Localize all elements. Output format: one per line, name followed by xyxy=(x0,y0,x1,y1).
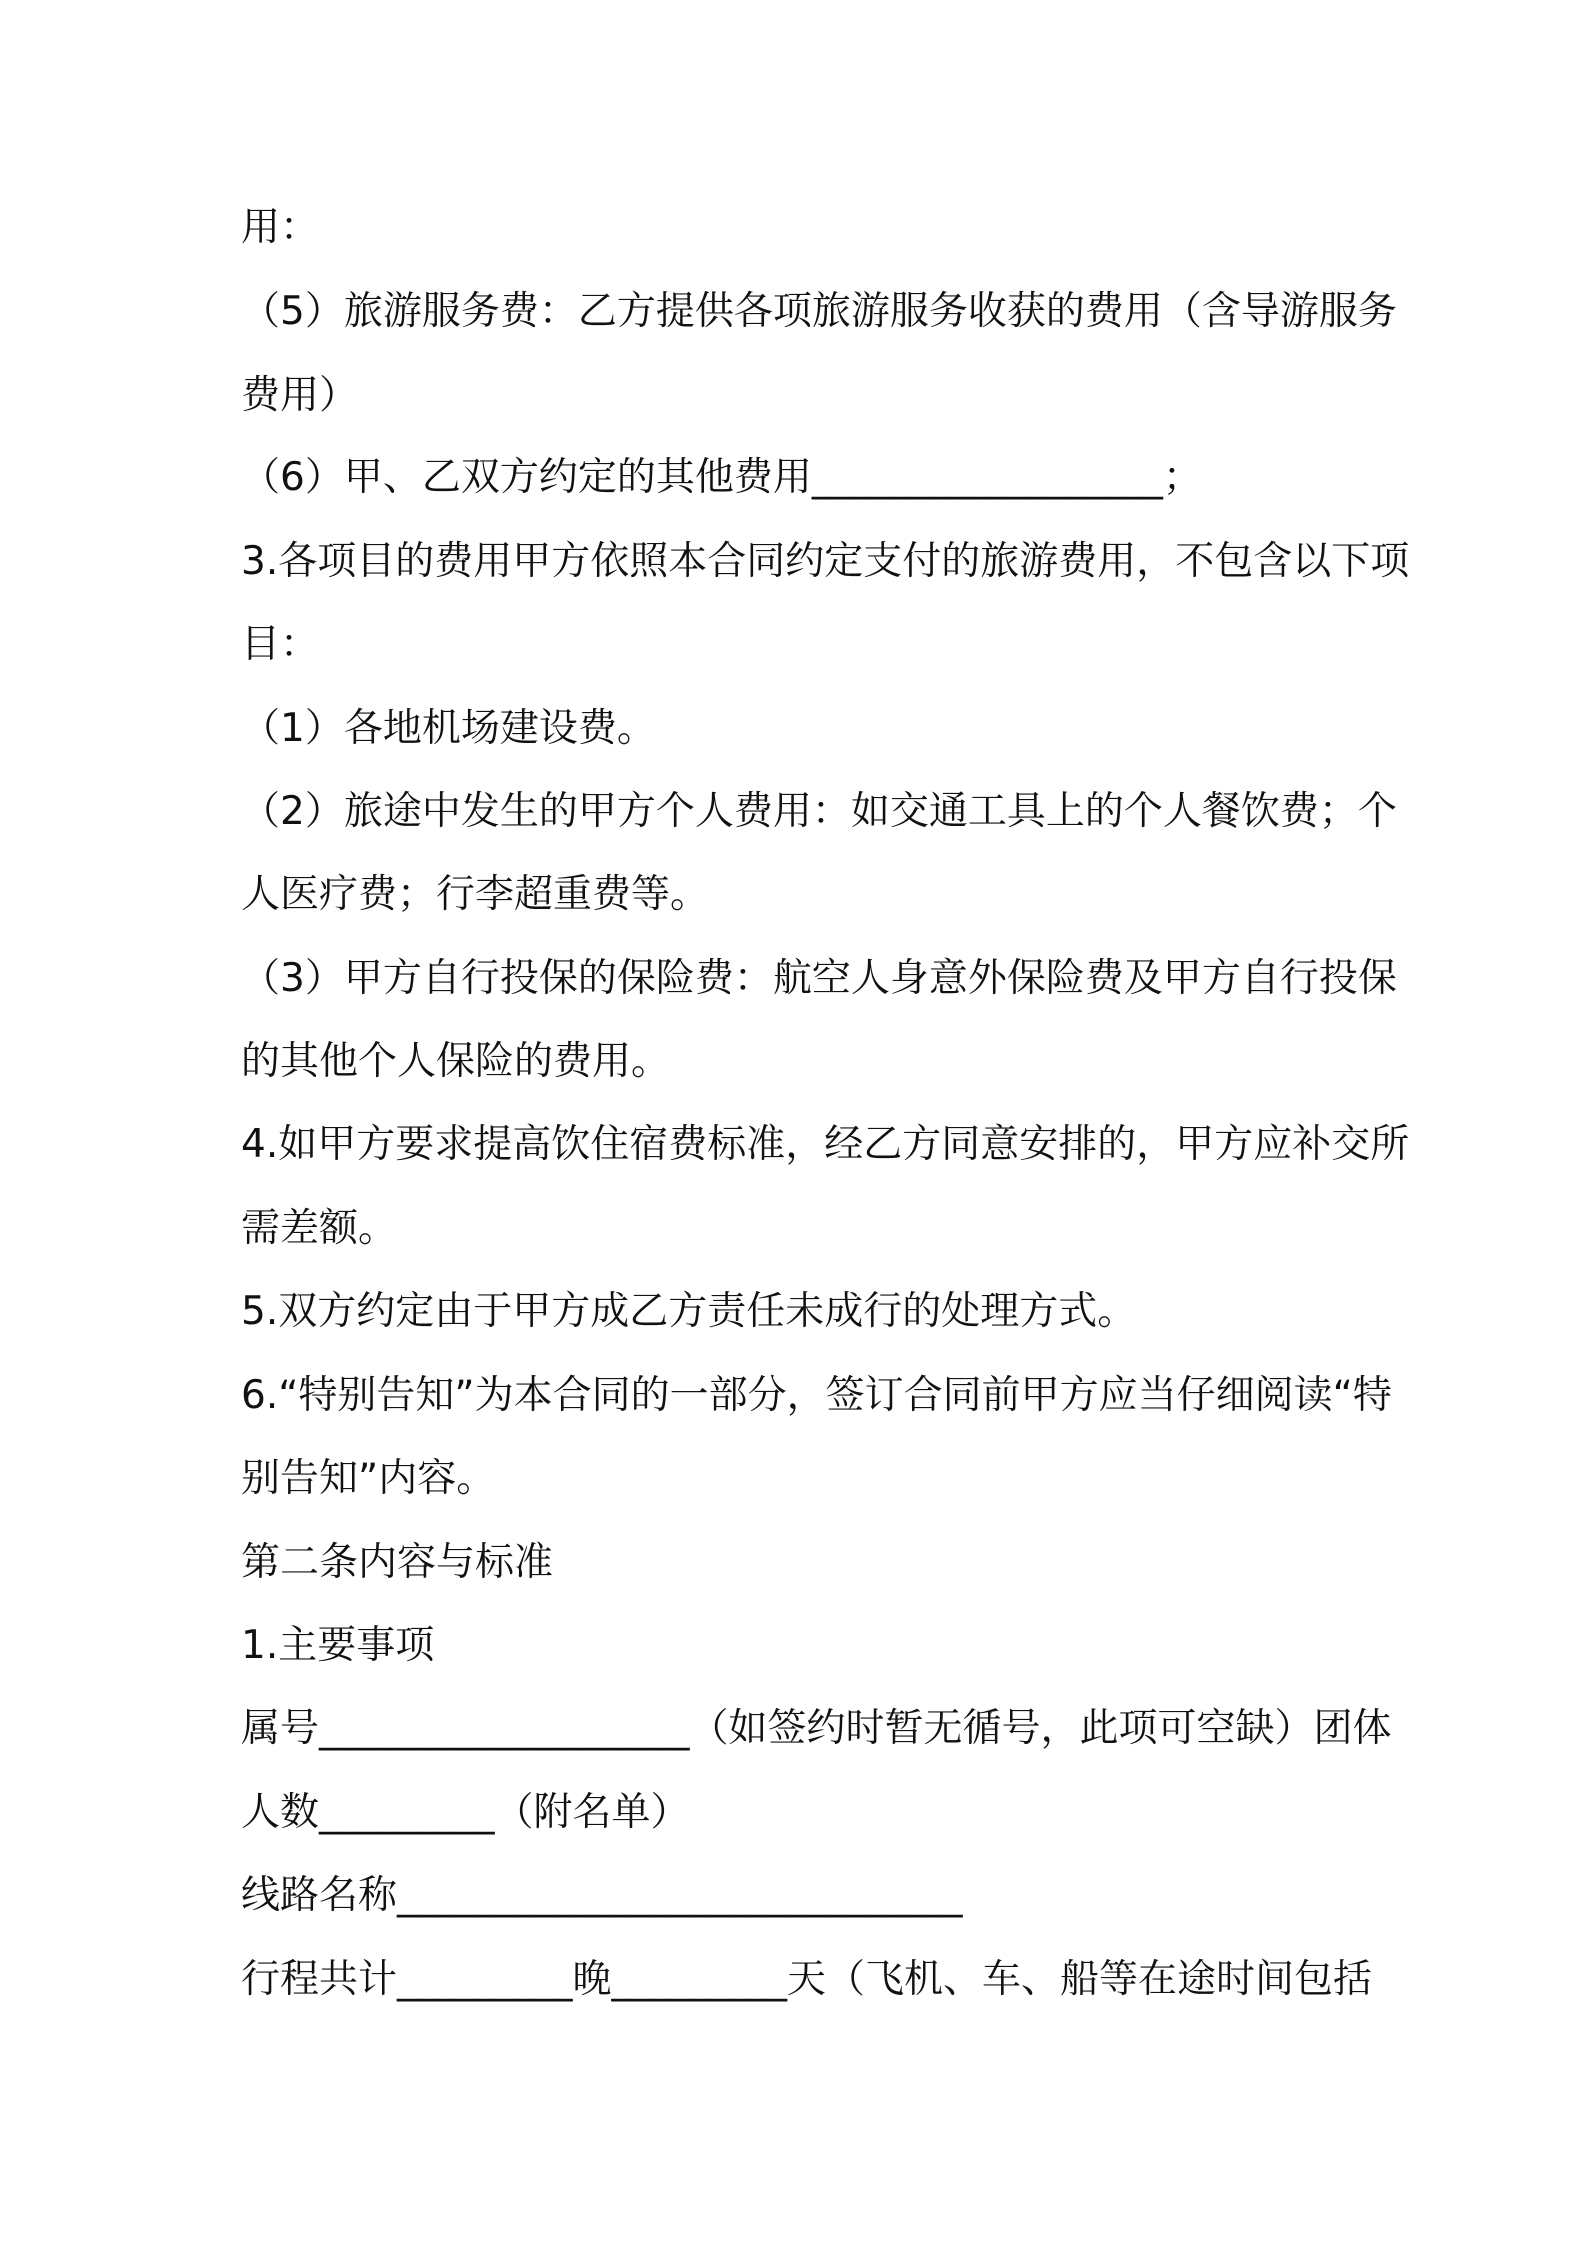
text-line: 人医疗费；行李超重费等。 xyxy=(241,872,710,917)
text-line: 6.“特别告知”为本合同的一部分，签订合同前甲方应当仔细阅读“特 xyxy=(241,1373,1392,1418)
text-line: 3.各项目的费用甲方依照本合同约定支付的旅游费用，不包含以下项 xyxy=(241,539,1410,584)
text-line: 用： xyxy=(241,205,320,250)
text-line: 1.主要事项 xyxy=(241,1623,435,1668)
text-line: 别告知”内容。 xyxy=(241,1456,496,1501)
text-line: 属号___________________（如签约时暂无循号，此项可空缺）团体 xyxy=(241,1706,1392,1751)
text-line: 4.如甲方要求提高饮住宿费标准，经乙方同意安排的，甲方应补交所 xyxy=(241,1122,1410,1167)
text-line: （6）甲、乙双方约定的其他费用__________________； xyxy=(241,455,1202,500)
text-line: （1）各地机场建设费。 xyxy=(241,706,656,751)
text-line: （5）旅游服务费：乙方提供各项旅游服务收获的费用（含导游服务 xyxy=(241,289,1397,334)
text-line: （2）旅途中发生的甲方个人费用：如交通工具上的个人餐饮费；个 xyxy=(241,789,1397,834)
text-line: 目： xyxy=(241,622,320,667)
text-line: 线路名称_____________________________ xyxy=(241,1873,963,1918)
text-line: 人数_________（附名单） xyxy=(241,1790,690,1835)
text-line: 行程共计_________晚_________天（飞机、车、船等在途时间包括 xyxy=(241,1957,1373,2002)
text-line: 的其他个人保险的费用。 xyxy=(241,1039,671,1084)
text-line: （3）甲方自行投保的保险费：航空人身意外保险费及甲方自行投保 xyxy=(241,956,1397,1001)
text-line: 费用） xyxy=(241,373,359,418)
section-heading: 第二条内容与标准 xyxy=(241,1540,554,1585)
text-line: 需差额。 xyxy=(241,1206,398,1251)
text-line: 5.双方约定由于甲方成乙方责任未成行的处理方式。 xyxy=(241,1289,1137,1334)
